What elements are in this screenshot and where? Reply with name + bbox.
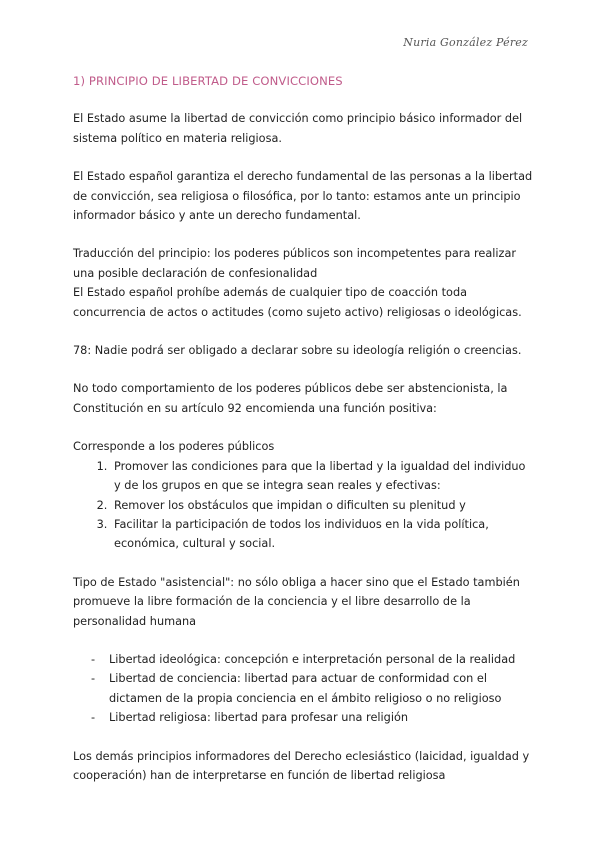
dash-marker: - xyxy=(91,711,96,725)
paragraph-welfare-state: Tipo de Estado "asistencial": no sólo obliga a hacer sino que el Estado también promueve la libre formación de la conciencia y el libre desarrollo de la personalidad humana xyxy=(73,575,520,628)
paragraph-guarantee: El Estado español garantiza el derecho fundamental de las personas a la libertad de convicción, sea religiosa o filosófica, por lo tanto: estamos ante un principio informador básico y ante un derecho fundamental. xyxy=(73,170,533,223)
section-heading: 1) PRINCIPIO DE LIBERTAD DE CONVICCIONES xyxy=(73,74,343,88)
paragraph-prohibition: El Estado español prohíbe además de cualquier tipo de coacción toda concurrencia de actos o actitudes (como sujeto activo) religiosas o ideológicas. xyxy=(73,286,522,319)
paragraph-principle: El Estado asume la libertad de convicción como principio básico informador del sistema político en materia religiosa. xyxy=(73,112,523,145)
list-item xyxy=(91,708,535,727)
document-body xyxy=(73,72,535,804)
list-item-text: Libertad de conciencia: libertad para actuar de conformidad con el dictamen de la propia conciencia en el ámbito religioso o no religioso xyxy=(109,672,502,705)
paragraph-public-powers: Corresponde a los poderes públicos xyxy=(73,440,275,454)
list-item xyxy=(91,650,535,669)
list-item: 3. Facilitar la participación de todos los individuos en la vida política, económica, cultural y social. xyxy=(111,515,535,554)
paragraph-translation: Traducción del principio: los poderes públicos son incompetentes para realizar una posible declaración de confesionalidad xyxy=(73,247,517,280)
list-item-text: Libertad religiosa: libertad para profesar una religión xyxy=(109,711,409,725)
paragraph-article-78: 78: Nadie podrá ser obligado a declarar sobre su ideología religión o creencias. xyxy=(73,344,522,358)
numbered-list xyxy=(73,457,535,554)
list-item-text: Libertad ideológica: concepción e interpretación personal de la realidad xyxy=(109,652,516,666)
list-item xyxy=(91,669,535,708)
paragraph-positive-function: No todo comportamiento de los poderes públicos debe ser abstencionista, la Constitución en su artículo 92 encomienda una función positiva: xyxy=(73,382,508,415)
dash-list xyxy=(73,650,535,728)
list-item: 1. Promover las condiciones para que la libertad y la igualdad del individuo y de los grupos en que se integra sean reales y efectivas: xyxy=(111,457,535,496)
author-signature: Nuria González Pérez xyxy=(403,36,528,49)
list-item: 2. Remover los obstáculos que impidan o dificulten su plenitud y xyxy=(111,496,535,515)
paragraph-other-principles: Los demás principios informadores del Derecho eclesiástico (laicidad, igualdad y cooperación) han de interpretarse en función de libertad religiosa xyxy=(73,749,530,782)
dash-marker: - xyxy=(91,672,96,686)
dash-marker: - xyxy=(91,652,96,666)
